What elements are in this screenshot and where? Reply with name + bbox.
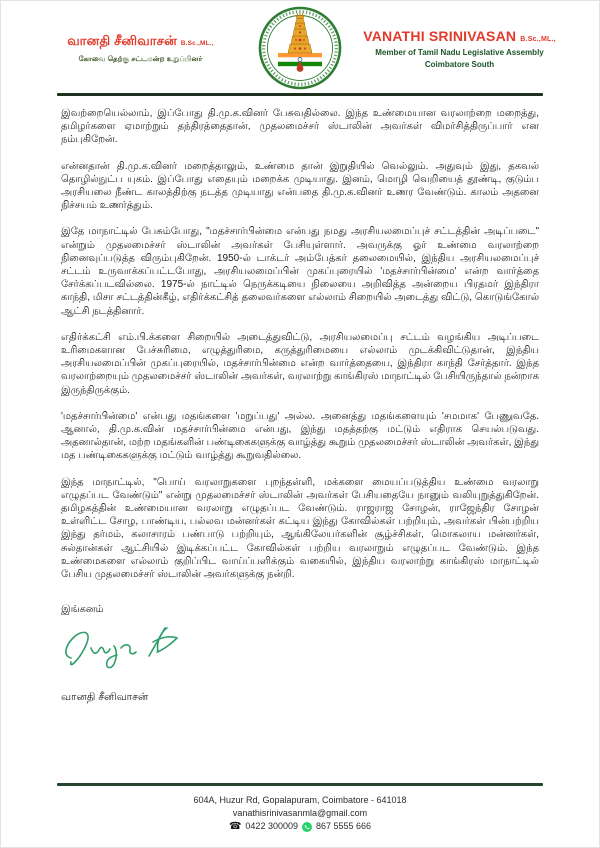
name-tamil-degree: B.Sc.,ML., <box>180 39 214 47</box>
letter-paragraph: 'மதச்சார்பின்மை' என்பது மதங்களை 'மறுப்பது' அல்ல. அனைத்து மதங்களையும் 'சமமாக' பேணுவதே. ஆனால், தி.மு.க.வின் மதச்சார்பின்மை என்பது, இந்து மதத்தற்கு மட்டும் எதிராக செயல்படுவது. அதனால்தான், மற்ற மதங்களின் பண்டிகைகளுக்கு வாழ்த்து கூறும் முதலமைச்சர் ஸ்டாலின் அவர்கள், இந்து மத பண்டிகைகளுக்கு மட்டும் வாழ்த்து கூறுவதில்லை. <box>61 410 539 462</box>
subtitle-english-line2: Coimbatore South <box>424 59 495 69</box>
signatory-name: வானதி சீனிவாசன் <box>61 691 149 704</box>
signature-icon <box>57 622 207 674</box>
header-english-block <box>348 28 571 69</box>
letter-paragraph: இவற்றையெல்லாம், இப்போது தி.மு.க.வினர் பேசுவதில்லை. இந்த உண்மையான வரலாற்றை மறைத்து, தமிழர்களை ஏமாற்றும் தந்திரத்தைதான், முதலமைச்சர் ஸ்டாலின் அவர்கள் விமர்சித்திருப்பார் என நம்புகிறேன். <box>61 108 539 146</box>
name-english-text: VANATHI SRINIVASAN <box>363 27 517 44</box>
subtitle-tamil: கோவை தெற்கு சட்டமன்ற உறுப்பினர் <box>78 55 203 63</box>
name-english <box>348 28 571 44</box>
letter-body <box>1 96 599 704</box>
temple-gopuram-logo-icon <box>258 6 342 90</box>
name-tamil <box>29 33 252 50</box>
footer-mobile: 867 5555 666 <box>315 821 372 831</box>
footer-phone: 0422 300009 <box>245 821 298 831</box>
footer-address: 604A, Huzur Rd, Gopalapuram, Coimbatore - 641018 <box>193 795 407 805</box>
letter-paragraph: எதிர்க்கட்சி எம்.பி.க்களை சிறையில் அடைத்துவிட்டு, அரசியலமைப்பு சட்டம் வழங்கிய அடிப்படை உரிமைகளான பேச்சுரிமை, எழுத்துரிமை, கருத்துரிமையை எல்லாம் முடக்கிவிட்டுதான், இந்திய அரசியலமைப்பின் முகப்புரையில், மதச்சார்பின்மை என்ற வார்த்தையை, இந்திரா காந்தி சேர்த்தார். இந்த வரலாற்றையும் முதலமைச்சர் ஸ்டாலின் அவர்கள், வரலாற்று காங்கிரஸ் மாநாட்டில் பேசியிருந்தால் நன்றாக இருந்திருக்கும். <box>61 331 539 396</box>
letter-paragraph: இதே மாநாட்டில் பேசும்போது, "மதச்சார்பின்மை என்பது நமது அரசியலமைப்புச் சட்டத்தின் அடிப்படை" என்றும் முதலமைச்சர் ஸ்டாலின் அவர்கள் பேசியுள்ளார். அவருக்கு ஓர் உண்மை வரலாற்றை நினைவுப்படுத்த விரும்புகிறேன். 1950-ல் டாக்டர் அம்பேத்கர் தலைமையில், இந்திய அரசியலமைப்புச் சட்டம் உருவாக்கப்பட்டபோது, அரசியலமைப்பின் முகப்புரையில் 'மதச்சார்பின்மை' என்ற வார்த்தை சேர்க்கப்படவில்லை. 1975-ல் நாட்டில் நெருக்கடியை நிலையை அறிவித்த அன்றைய பிரதமர் இந்திரா காந்தி, மிசா சட்டத்தின்கீழ், எதிர்க்கட்சித் தலைவர்களை எல்லாம் சிறையில் அடைத்து விட்டு, கொடுங்கோல் ஆட்சி நடத்தினார். <box>61 226 539 317</box>
footer <box>1 786 599 833</box>
letterhead <box>1 1 599 93</box>
telephone-icon: ☎ <box>228 821 242 832</box>
letter-paragraph: என்னதான் தி.மு.க.வினர் மறைத்தாலும், உண்மை தான் இறுதியில் வெல்லும். அதுவும் இது, தகவல் தொழில்நுட்ப யுகம். இப்போது எதையும் மறைக்க முடியாது. இனம், மொழி வெறியைத் தூண்டி, குடும்ப அரசியலை நீண்ட காலத்திற்கு நடத்த முடியாது என்பதை தி.மு.க.வினர் உணர வேண்டும். காலம் அதனை நிச்சயம் உணர்த்தும். <box>61 160 539 212</box>
footer-section <box>1 783 599 847</box>
whatsapp-icon <box>302 822 312 832</box>
subtitle-english-line1: Member of Tamil Nadu Legislative Assembly <box>375 47 544 57</box>
name-english-degree: B.Sc.,ML., <box>520 35 556 43</box>
footer-email[interactable]: vanathisrinivasanmla@gmail.com <box>232 808 368 818</box>
header-tamil-block <box>29 33 252 64</box>
closing-word: இங்கனம் <box>61 604 104 616</box>
letter-paragraph: இந்த மாநாட்டில், "பொய் வரலாறுகளை புறந்தள்ளி, மக்களை மையப்படுத்திய உண்மை வரலாறு எழுதப்பட வேண்டும்" என்று முதலமைச்சர் ஸ்டாலின் அவர்கள் பேசியதையே நானும் வலியுறுத்துகிறேன். தமிழகத்தின் உண்மையான வரலாறு எழுதப்பட வேண்டும். ராஜராஜ சோழன், ராஜேந்திர சோழன் உள்ளிட்ட சோழ, பாண்டிய, பல்லவ மன்னர்கள் கட்டிய இந்து கோவில்கள் பற்றியும், அவர்கள் பின்பற்றிய இந்து தர்மம், கலாசாரம் பண்பாடு பற்றியும், ஆங்கிலேயர்களின் சூழ்ச்சிகள், மொகலாய மன்னர்கள், சுல்தான்கள் ஆட்சியில் இடிக்கப்பட்ட கோவில்கள் பற்றிய வரலாறும் எழுதப்பட வேண்டும். இந்த உண்மைகளை எல்லாம் குறிப்பிட வாய்ப்பளிக்கும் வகையில், இந்திய வரலாற்று காங்கிரஸ் மாநாட்டில் பேசிய முதலமைச்சர் ஸ்டாலின் அவர்களுக்கு நன்றி. <box>61 476 539 581</box>
name-tamil-text: வானதி சீனிவாசன் <box>67 32 177 48</box>
footer-contacts <box>229 820 371 833</box>
